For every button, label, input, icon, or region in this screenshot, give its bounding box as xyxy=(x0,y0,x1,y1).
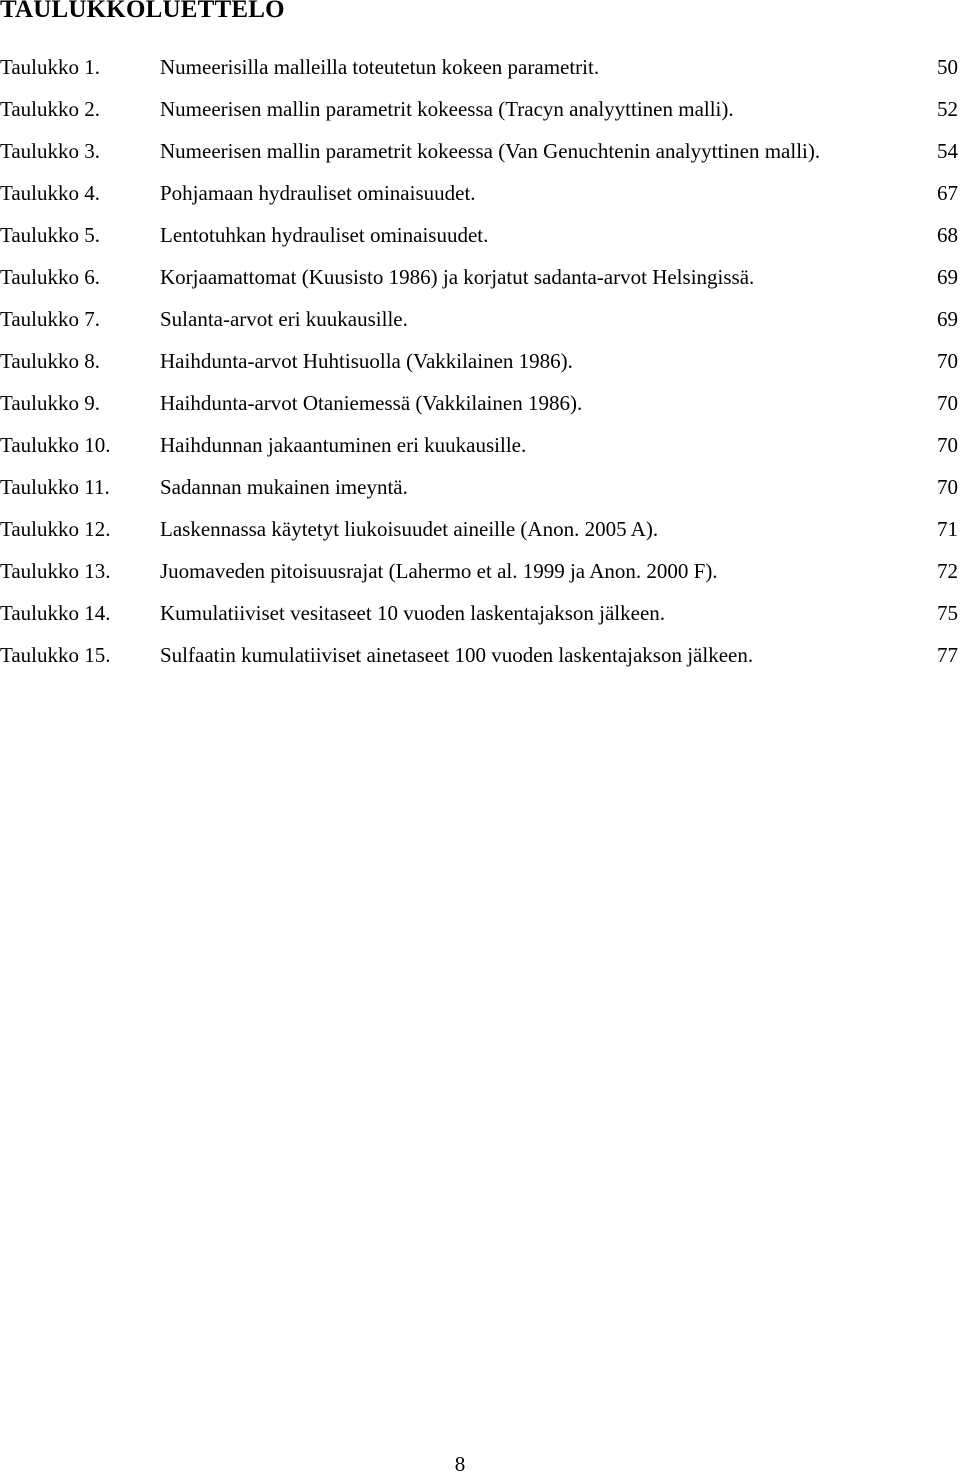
toc-entry-body xyxy=(160,260,958,294)
toc-entry-body xyxy=(160,386,958,420)
toc-entry[interactable] xyxy=(0,260,958,302)
toc-entry-body xyxy=(160,638,958,672)
toc-entry-body xyxy=(160,134,958,168)
toc-entry-page: 70 xyxy=(934,428,958,462)
toc-entry[interactable] xyxy=(0,92,958,134)
toc-entry-page: 68 xyxy=(934,218,958,252)
toc-entry[interactable] xyxy=(0,344,958,386)
toc-entry[interactable] xyxy=(0,302,958,344)
toc-entry-page: 54 xyxy=(934,134,958,168)
toc-entry-page: 52 xyxy=(934,92,958,126)
toc-entry-body xyxy=(160,596,958,630)
toc-entry[interactable] xyxy=(0,554,958,596)
toc-entry-body xyxy=(160,470,958,504)
toc-entry-body xyxy=(160,92,958,126)
toc-entry-body xyxy=(160,344,958,378)
toc-entry-body xyxy=(160,428,958,462)
toc-entry-number: Taulukko 11. xyxy=(0,475,110,499)
toc-entry-number: Taulukko 9. xyxy=(0,391,101,415)
toc-entry-title: Sadannan mukainen imeyntä. xyxy=(160,470,408,504)
toc-entry-number: Taulukko 13. xyxy=(0,559,111,583)
toc-entry-title: Pohjamaan hydrauliset ominaisuudet. xyxy=(160,176,476,210)
toc-entry[interactable] xyxy=(0,470,958,512)
toc-entry-title: Haihdunta-arvot Otaniemessä (Vakkilainen 1986). xyxy=(160,386,582,420)
toc-entry-page: 69 xyxy=(934,302,958,336)
toc-entry[interactable] xyxy=(0,50,958,92)
toc-entry-page: 71 xyxy=(934,512,958,546)
toc-entry-page: 67 xyxy=(934,176,958,210)
toc-entry-body xyxy=(160,50,958,84)
toc-entry-number: Taulukko 7. xyxy=(0,307,101,331)
toc-entry-number: Taulukko 5. xyxy=(0,223,101,247)
table-of-tables xyxy=(0,50,958,680)
page-number: 8 xyxy=(454,1452,466,1476)
toc-entry-page: 70 xyxy=(934,470,958,504)
toc-entry-title: Numeerisen mallin parametrit kokeessa (Van Genuchtenin analyyttinen malli). xyxy=(160,134,820,168)
toc-entry-body xyxy=(160,302,958,336)
toc-entry-body xyxy=(160,512,958,546)
toc-entry-number: Taulukko 4. xyxy=(0,181,101,205)
toc-entry-title: Korjaamattomat (Kuusisto 1986) ja korjatut sadanta-arvot Helsingissä. xyxy=(160,260,754,294)
toc-entry-page: 70 xyxy=(934,386,958,420)
toc-entry-title: Sulfaatin kumulatiiviset ainetaseet 100 vuoden laskentajakson jälkeen. xyxy=(160,638,753,672)
toc-entry-number: Taulukko 1. xyxy=(0,55,101,79)
toc-entry-title: Numeerisen mallin parametrit kokeessa (Tracyn analyyttinen malli). xyxy=(160,92,734,126)
toc-entry-page: 50 xyxy=(934,50,958,84)
toc-entry-title: Laskennassa käytetyt liukoisuudet aineille (Anon. 2005 A). xyxy=(160,512,658,546)
toc-entry[interactable] xyxy=(0,176,958,218)
toc-entry-title: Haihdunta-arvot Huhtisuolla (Vakkilainen 1986). xyxy=(160,344,573,378)
toc-entry-number: Taulukko 2. xyxy=(0,97,101,121)
toc-entry-number: Taulukko 15. xyxy=(0,643,111,667)
toc-entry-number: Taulukko 12. xyxy=(0,517,111,541)
toc-entry[interactable] xyxy=(0,386,958,428)
toc-entry-page: 69 xyxy=(934,260,958,294)
toc-entry-title: Kumulatiiviset vesitaseet 10 vuoden laskentajakson jälkeen. xyxy=(160,596,665,630)
toc-entry-body xyxy=(160,218,958,252)
toc-entry[interactable] xyxy=(0,512,958,554)
toc-entry-title: Haihdunnan jakaantuminen eri kuukausille. xyxy=(160,428,526,462)
toc-entry-page: 72 xyxy=(934,554,958,588)
toc-entry[interactable] xyxy=(0,596,958,638)
toc-entry[interactable] xyxy=(0,134,958,176)
toc-entry-title: Numeerisilla malleilla toteutetun kokeen parametrit. xyxy=(160,50,599,84)
page-title: TAULUKKOLUETTELO xyxy=(0,0,285,23)
toc-entry-page: 75 xyxy=(934,596,958,630)
toc-entry-body xyxy=(160,176,958,210)
toc-entry-title: Sulanta-arvot eri kuukausille. xyxy=(160,302,408,336)
toc-entry-page: 70 xyxy=(934,344,958,378)
toc-entry-number: Taulukko 6. xyxy=(0,265,101,289)
toc-entry-number: Taulukko 14. xyxy=(0,601,111,625)
toc-entry-title: Lentotuhkan hydrauliset ominaisuudet. xyxy=(160,218,488,252)
toc-entry[interactable] xyxy=(0,218,958,260)
toc-entry-number: Taulukko 8. xyxy=(0,349,101,373)
toc-entry-title: Juomaveden pitoisuusrajat (Lahermo et al. 1999 ja Anon. 2000 F). xyxy=(160,554,718,588)
toc-entry[interactable] xyxy=(0,638,958,680)
toc-entry[interactable] xyxy=(0,428,958,470)
toc-entry-number: Taulukko 3. xyxy=(0,139,101,163)
toc-entry-number: Taulukko 10. xyxy=(0,433,111,457)
toc-entry-body xyxy=(160,554,958,588)
toc-entry-page: 77 xyxy=(934,638,958,672)
